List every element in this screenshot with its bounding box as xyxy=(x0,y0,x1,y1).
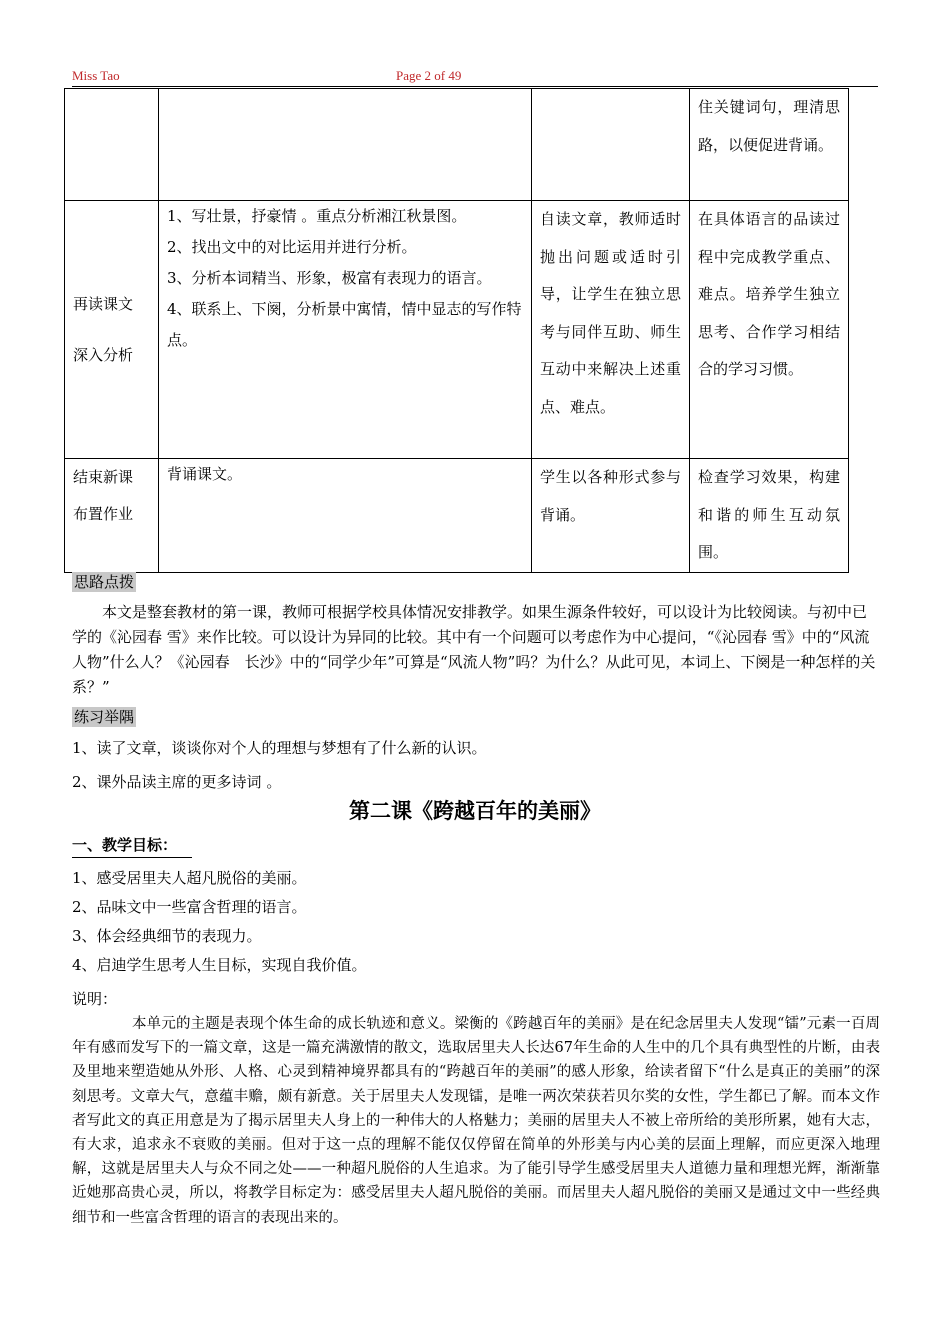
purpose-cell: 检查学习效果，构建和谐的师生互动氛围。 xyxy=(690,459,849,573)
page-header xyxy=(72,66,878,87)
stage-cell: 再读课文 深入分析 xyxy=(65,201,159,459)
note-paragraph: 本单元的主题是表现个体生命的成长轨迹和意义。梁衡的《跨越百年的美丽》是在纪念居里夫人发现“镭”元素一百周年有感而发写下的一篇文章，这是一篇充满激情的散文，选取居里夫人长达67年生命的人生中的几个具有典型性的片断，由表及里地来塑造她从外形、人格、心灵到精神境界都具有的“跨越百年的美丽”的感人形象，给读者留下“什么是真正的美丽”的深刻思考。文章大气，意蕴丰赡，颇有新意。关于居里夫人发现镭，是唯一两次荣获若贝尔奖的女性，学生都已了解。而本文作者写此文的真正用意是为了揭示居里夫人身上的一种伟大的人格魅力；美丽的居里夫人不被上帝所给的美形所累，她有大志，有大求，追求永不衰败的美丽。但对于这一点的理解不能仅仅停留在简单的外形美与内心美的层面上理解，而应更深入地理解，这就是居里夫人与众不同之处——一种超凡脱俗的人生追求。为了能引导学生感受居里夫人道德力量和理想光辉，渐渐靠近她那高贵心灵，所以，将教学目标定为：感受居里夫人超凡脱俗的美丽。而居里夫人超凡脱俗的美丽又是通过文中一些经典细节和一些富含哲理的语言的表现出来的。 xyxy=(72,1016,880,1226)
section-heading: 一、教学目标： xyxy=(72,834,192,858)
note-label: 说明： xyxy=(72,990,118,1008)
lesson-plan-table xyxy=(64,88,849,573)
lesson-title: 第二课《跨越百年的美丽》 xyxy=(349,799,601,823)
goal-item: 3、体会经典细节的表现力。 xyxy=(72,927,262,945)
exercise-item: 1、读了文章，谈谈你对个人的理想与梦想有了什么新的认识。 xyxy=(72,739,487,757)
silu-label: 思路点拨 xyxy=(74,573,135,591)
method-cell: 学生以各种形式参与背诵。 xyxy=(532,459,690,573)
header-page-number: Page 2 of 49 xyxy=(396,68,462,83)
header-author: Miss Tao xyxy=(72,68,120,83)
method-cell xyxy=(532,89,690,201)
stage-cell xyxy=(65,89,159,201)
goal-item: 1、感受居里夫人超凡脱俗的美丽。 xyxy=(72,869,307,887)
table-row xyxy=(65,89,849,201)
goal-item: 2、品味文中一些富含哲理的语言。 xyxy=(72,898,307,916)
purpose-cell: 住关键词句，理清思路，以便促进背诵。 xyxy=(690,89,849,201)
method-cell: 自读文章，教师适时抛出问题或适时引导，让学生在独立思考与同伴互助、师生互动中来解决上述重点、难点。 xyxy=(532,201,690,459)
table-row xyxy=(65,459,849,573)
silu-paragraph: 本文是整套教材的第一课，教师可根据学校具体情况安排教学。如果生源条件较好，可以设计为比较阅读。与初中已学的《沁园春 雪》来作比较。可以设计为异同的比较。其中有一个问题可以考虑作为中心提问，“《沁园春 雪》中的“风流人物”什么人？《沁园春 长沙》中的“同学少年”可算是“风流人物”吗？为什么？从此可见，本词上、下阕是一种怎样的关系？” xyxy=(72,603,876,696)
table-row xyxy=(65,201,849,459)
content-cell: 1、写壮景，抒豪情 。重点分析湘江秋景图。 2、找出文中的对比运用并进行分析。 3、分析本词精当、形象，极富有表现力的语言。 4、联系上、下阕，分析景中寓情，情中显志的写作特点。 xyxy=(159,201,532,459)
content-cell xyxy=(159,89,532,201)
lianxi-label: 练习举隅 xyxy=(74,708,135,726)
purpose-cell: 在具体语言的品读过程中完成教学重点、难点。培养学生独立思考、合作学习相结合的学习习惯。 xyxy=(690,201,849,459)
exercise-item: 2、课外品读主席的更多诗词 。 xyxy=(72,773,282,791)
content-cell: 背诵课文。 xyxy=(159,459,532,573)
stage-cell: 结束新课 布置作业 xyxy=(65,459,159,573)
goal-item: 4、启迪学生思考人生目标，实现自我价值。 xyxy=(72,956,367,974)
